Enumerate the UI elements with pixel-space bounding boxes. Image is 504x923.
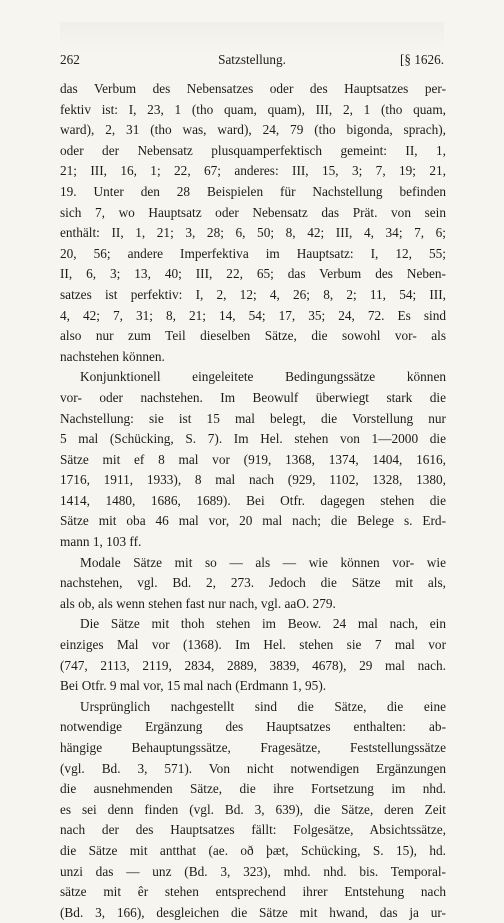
text-line: (Bd. 3, 166), desgleichen die Sätze mit hwand, das ja ur- bbox=[60, 904, 446, 920]
text-line: Sätze mit ef 8 mal vor (919, 1368, 1374, 1404, 1616, bbox=[60, 451, 446, 467]
section-marker: [§ 1626. bbox=[400, 52, 444, 67]
text-line: unzi das — unz (Bd. 3, 323), mhd. nhd. bis. Temporal- bbox=[60, 863, 446, 879]
text-line: Sätze mit oba 46 mal vor, 20 mal nach; die Belege s. Erd- bbox=[60, 513, 446, 529]
text-line: nach der des Hauptsatzes fällt: Folgesätze, Absichtssätze, bbox=[60, 822, 446, 838]
text-line: oder der Nebensatz plusquamperfektisch gemeint: II, 1, bbox=[60, 142, 446, 158]
text-line: Nachstellung: sie ist 15 mal belegt, die Vorstellung nur bbox=[60, 410, 446, 426]
text-line: Modale Sätze mit so — als — wie können vor- wie bbox=[80, 554, 446, 570]
running-header bbox=[60, 52, 444, 70]
text-line: enthält: II, 1, 21; 3, 28; 6, 50; 8, 42; III, 4, 34; 7, 6; bbox=[60, 225, 446, 241]
text-line: II, 6, 3; 13, 40; III, 22, 65; das Verbum des Neben- bbox=[60, 266, 446, 282]
text-line: nachstehen können. bbox=[60, 348, 165, 364]
text-line: nachstehen, vgl. Bd. 2, 273. Jedoch die Sätze mit als, bbox=[60, 575, 446, 591]
text-line: notwendige Ergänzung des Hauptsatzes enthalten: ab- bbox=[60, 719, 446, 735]
text-line: satzes ist perfektiv: I, 2, 12; 4, 26; 8, 2; 11, 54; III, bbox=[60, 286, 446, 302]
text-line: fektiv ist: I, 23, 1 (tho quam, quam), III, 2, 1 (tho quam, bbox=[60, 101, 446, 117]
text-line: 19. Unter den 28 Beispielen für Nachstellung befinden bbox=[60, 183, 446, 199]
text-line: die ausnehmenden Sätze, die ihre Fortsetzung im nhd. bbox=[60, 781, 446, 797]
text-line: sich 7, wo Hauptsatz oder Nebensatz das Prät. von sein bbox=[60, 204, 446, 220]
text-line: Konjunktionell eingeleitete Bedingungssätze können bbox=[80, 369, 446, 385]
text-line: (vgl. Bd. 3, 571). Von nicht notwendigen Ergänzungen bbox=[60, 760, 446, 776]
body-text bbox=[60, 79, 446, 923]
text-line: 1414, 1480, 1686, 1689). Bei Otfr. dagegen stehen die bbox=[60, 492, 446, 508]
text-line: das Verbum des Nebensatzes oder des Hauptsatzes per- bbox=[60, 81, 446, 96]
text-line: es sei denn finden (vgl. Bd. 3, 639), die Sätze, deren Zeit bbox=[60, 801, 446, 817]
text-line: sätze mit êr stehen entsprechend ihrer Entstehung nach bbox=[60, 884, 446, 900]
text-line: Die Sätze mit thoh stehen im Beow. 24 mal nach, ein bbox=[80, 616, 446, 632]
page-number: 262 bbox=[60, 52, 80, 67]
text-line: einziges Mal vor (1368). Im Hel. stehen sie 7 mal vor bbox=[60, 637, 446, 653]
text-line: als ob, als wenn stehen fast nur nach, vgl. aaO. 279. bbox=[60, 595, 336, 611]
text-line: mann 1, 103 ff. bbox=[60, 534, 142, 550]
text-line: Bei Otfr. 9 mal vor, 15 mal nach (Erdmann 1, 95). bbox=[60, 678, 327, 694]
text-line: hängige Behauptungssätze, Fragesätze, Feststellungssätze bbox=[60, 740, 446, 755]
text-line: Ursprünglich nachgestellt sind die Sätze, die eine bbox=[80, 698, 446, 714]
text-line: 1716, 1911, 1933), 8 mal nach (929, 1102, 1328, 1380, bbox=[60, 472, 446, 488]
text-line: 4, 42; 7, 31; 8, 21; 14, 54; 17, 35; 24, 72. Es sind bbox=[60, 307, 446, 323]
text-line: 20, 56; andere Imperfektiva im Hauptsatz: I, 12, 55; bbox=[60, 245, 446, 261]
text-line: 5 mal (Schücking, S. 7). Im Hel. stehen von 1—2000 die bbox=[60, 431, 446, 447]
text-line: vor- oder nachstehen. Im Beowulf überwiegt stark die bbox=[60, 389, 446, 405]
text-line: 21; III, 16, 1; 22, 67; anderes: III, 15, 3; 7, 19; 21, bbox=[60, 163, 446, 179]
text-line: ward), 2, 31 (tho was, ward), 24, 79 (tho bigonda, sprach), bbox=[60, 122, 446, 138]
running-title: Satzstellung. bbox=[218, 52, 286, 67]
text-line: (747, 2113, 2119, 2834, 2889, 3839, 4678), 29 mal nach. bbox=[60, 657, 446, 673]
text-line: also nur zum Teil dieselben Sätze, die sowohl vor- als bbox=[60, 328, 446, 344]
bleed-through-shadow bbox=[60, 22, 444, 52]
text-line: die Sätze mit antthat (ae. oð þæt, Schücking, S. 15), hd. bbox=[60, 842, 446, 858]
